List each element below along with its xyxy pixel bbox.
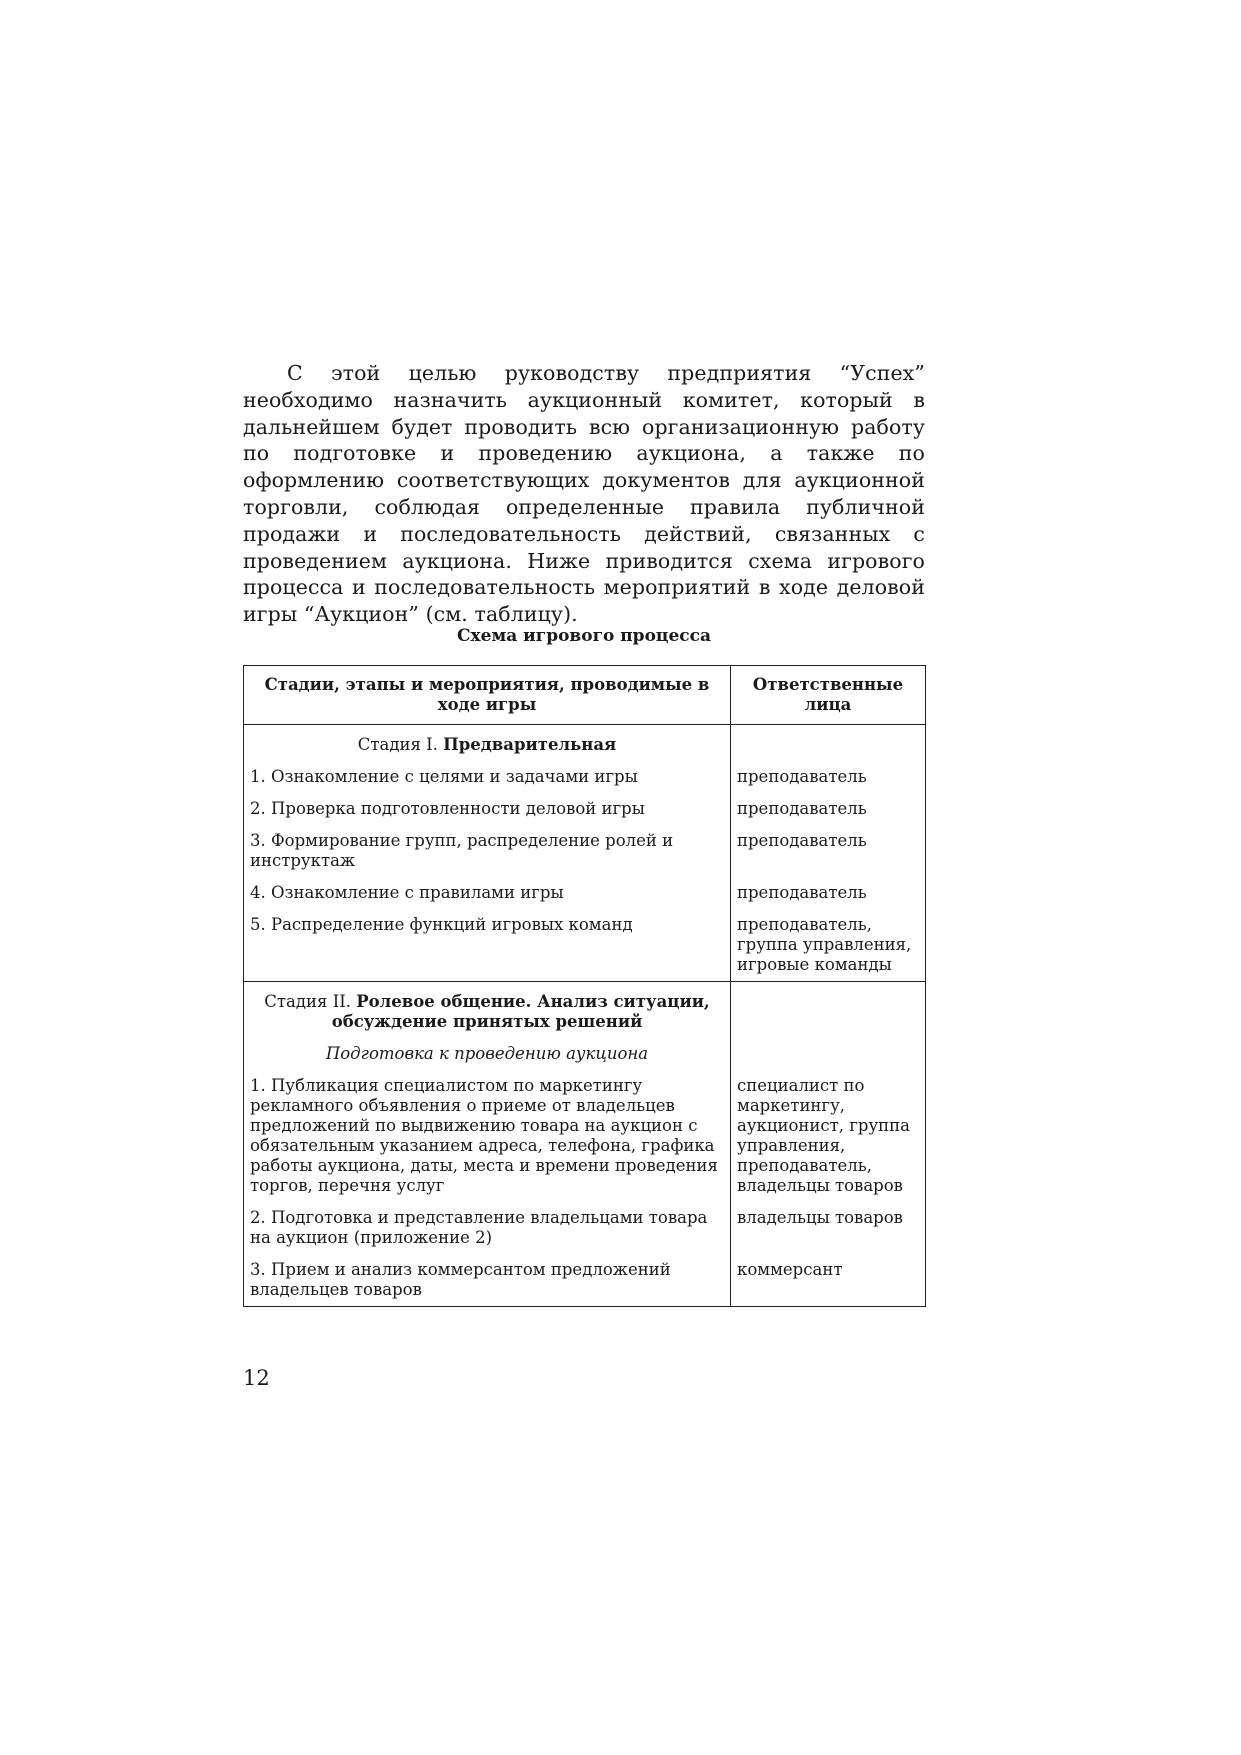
stage-title-cell — [244, 725, 731, 762]
responsible-cell: владельцы товаров — [731, 1202, 926, 1254]
table-row — [244, 1254, 926, 1307]
table-row — [244, 1070, 926, 1202]
stage-subheading: Подготовка к проведению аукциона — [244, 1038, 731, 1070]
responsible-cell: коммерсант — [731, 1254, 926, 1307]
responsible-cell: преподаватель — [731, 877, 926, 909]
activity-cell: 1. Публикация специалистом по маркетингу рекламного объявления о приеме от владельцев предложений по выдвижению товара на аукцион с обязательным указанием адреса, телефона, графика работы аукциона, даты, места и времени проведения торгов, перечня услуг — [244, 1070, 731, 1202]
empty-cell — [731, 1038, 926, 1070]
table-header-row — [244, 666, 926, 725]
activity-cell: 3. Формирование групп, распределение ролей и инструктаж — [244, 825, 731, 877]
game-process-table — [243, 665, 926, 1307]
responsible-cell: преподаватель — [731, 793, 926, 825]
stage-title: Ролевое общение. Анализ ситуации, обсуждение принятых решений — [331, 992, 710, 1031]
stage-row — [244, 982, 926, 1039]
empty-cell — [731, 725, 926, 762]
empty-cell — [731, 982, 926, 1039]
activity-cell: 4. Ознакомление с правилами игры — [244, 877, 731, 909]
header-responsible: Ответственные лица — [731, 666, 926, 725]
table-row — [244, 825, 926, 877]
stage-title-cell — [244, 982, 731, 1039]
stage-row — [244, 725, 926, 762]
responsible-cell: специалист по маркетингу, аукционист, группа управления, преподаватель, владельцы товаров — [731, 1070, 926, 1202]
stage-prefix: Стадия I. — [357, 735, 444, 754]
subheading-row — [244, 1038, 926, 1070]
body-paragraph: С этой целью руководству предприятия “Успех” необходимо назначить аукционный комитет, который в дальнейшем будет проводить всю организационную работу по подготовке и проведению аукциона, а также по оформлению соответствующих документов для аукционной торговли, соблюдая определенные правила публичной продажи и последовательность действий, связанных с проведением аукциона. Ниже приводится схема игрового процесса и последовательность мероприятий в ходе деловой игры “Аукцион” (см. таблицу). — [243, 361, 925, 627]
responsible-cell: преподаватель — [731, 761, 926, 793]
stage-prefix: Стадия II. — [264, 992, 357, 1011]
table-row — [244, 909, 926, 982]
header-stages: Стадии, этапы и мероприятия, проводимые в ходе игры — [244, 666, 731, 725]
activity-cell: 3. Прием и анализ коммерсантом предложений владельцев товаров — [244, 1254, 731, 1307]
table-row — [244, 793, 926, 825]
table-row — [244, 761, 926, 793]
responsible-cell: преподаватель — [731, 825, 926, 877]
table-row — [244, 1202, 926, 1254]
page-number: 12 — [243, 1366, 270, 1390]
table-caption: Схема игрового процесса — [456, 626, 712, 646]
stage-title: Предварительная — [443, 735, 617, 754]
activity-cell: 1. Ознакомление с целями и задачами игры — [244, 761, 731, 793]
responsible-cell: преподаватель, группа управления, игровые команды — [731, 909, 926, 982]
activity-cell: 2. Подготовка и представление владельцами товара на аукцион (приложение 2) — [244, 1202, 731, 1254]
table-row — [244, 877, 926, 909]
activity-cell: 2. Проверка подготовленности деловой игры — [244, 793, 731, 825]
activity-cell: 5. Распределение функций игровых команд — [244, 909, 731, 982]
